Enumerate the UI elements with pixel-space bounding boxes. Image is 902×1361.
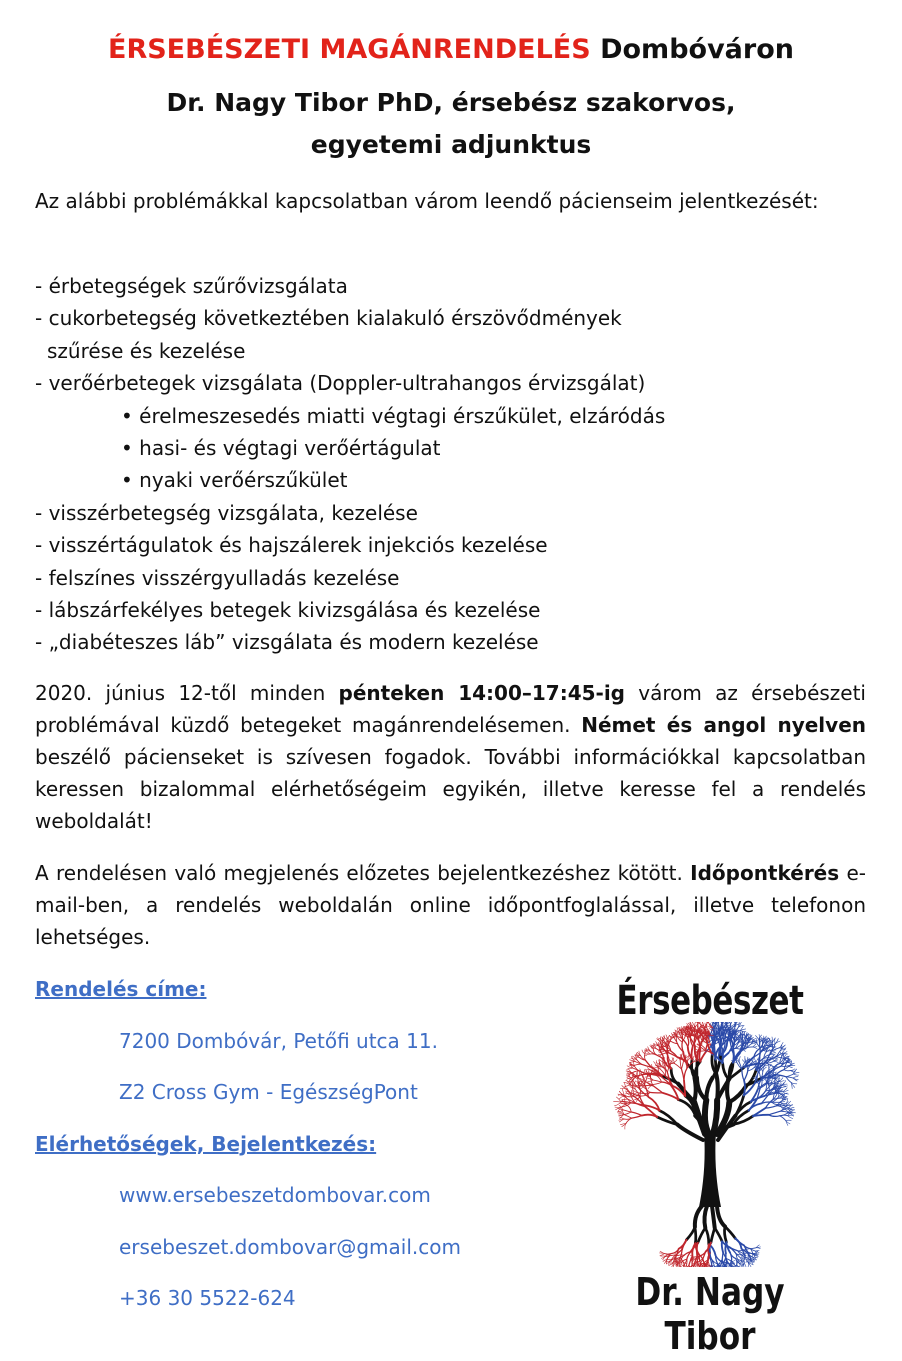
intro-paragraph: Az alábbi problémákkal kapcsolatban várom leendő pácienseim jelentkezését:	[35, 189, 819, 213]
list-item-continuation: szűrése és kezelése	[47, 338, 246, 363]
appointment-text: A rendelésen való megjelenés előzetes bejelentkezéshez kötött.	[35, 861, 691, 885]
appointment-text: e-mail-ben, a rendelés weboldalán online időpontfoglalással, illetve telefonon lehetséges.	[35, 861, 866, 949]
bullet-item: • hasi- és végtagi verőértágulat	[121, 436, 441, 461]
schedule-text: 2020. június 12-től minden	[35, 681, 339, 705]
schedule-text: beszélő pácienseket is szívesen fogadok. További információkkal kapcsolatban keressen bizalommal elérhetőségeim egyikén, illetve keresse fel a rendelés weboldalát!	[35, 745, 866, 833]
address-line: 7200 Dombóvár, Petőfi utca 11.	[119, 1028, 438, 1053]
website-link[interactable]: www.ersebeszetdombovar.com	[119, 1183, 431, 1207]
position-line: egyetemi adjunktus	[310, 130, 592, 159]
address-heading: Rendelés címe:	[35, 977, 207, 1001]
vascular-tree-icon	[605, 1022, 815, 1267]
phone-link[interactable]: +36 30 5522-624	[119, 1286, 296, 1310]
venue-line: Z2 Cross Gym - EgészségPont	[119, 1080, 418, 1104]
title-practice: ÉRSEBÉSZETI MAGÁNRENDELÉS	[108, 34, 591, 65]
languages-text: Német és angol nyelven	[581, 713, 867, 737]
bullet-item: • nyaki verőérszűkület	[121, 468, 348, 493]
appointment-paragraph	[35, 857, 866, 953]
schedule-paragraph	[35, 677, 866, 837]
service-list	[35, 270, 875, 659]
bullet-item: • érelmeszesedés miatti végtagi érszűkület, elzáródás	[121, 403, 666, 428]
title-location: Dombóváron	[600, 34, 794, 65]
practice-logo	[560, 972, 860, 1358]
logo-name: Dr. Nagy Tibor	[635, 1270, 785, 1358]
list-item: - „diabéteszes láb” vizsgálata és modern kezelése	[35, 630, 539, 655]
list-item: - cukorbetegség következtében kialakuló érszövődmények	[35, 306, 622, 331]
schedule-text: várom az érsebészeti problémával küzdő betegeket magánrendelésemen.	[35, 681, 866, 737]
list-item: - visszérbetegség vizsgálata, kezelése	[35, 500, 418, 525]
list-item: - visszértágulatok és hajszálerek injekciós kezelése	[35, 533, 548, 558]
list-item: - érbetegségek szűrővizsgálata	[35, 274, 348, 298]
list-item: - lábszárfekélyes betegek kivizsgálása és kezelése	[35, 598, 541, 623]
list-item: - felszínes visszérgyulladás kezelése	[35, 565, 400, 590]
appointment-request: Időpontkérés	[690, 861, 840, 885]
page-title	[0, 30, 902, 70]
email-link[interactable]: ersebeszet.dombovar@gmail.com	[119, 1234, 461, 1259]
contact-section	[35, 973, 595, 1334]
list-item: - verőérbetegek vizsgálata (Doppler-ultrahangos érvizsgálat)	[35, 371, 646, 396]
logo-title: Érsebészet	[616, 978, 804, 1024]
schedule-time: pénteken 14:00–17:45-ig	[338, 681, 625, 705]
contacts-heading: Elérhetőségek, Bejelentkezés:	[35, 1131, 377, 1156]
doctor-line: Dr. Nagy Tibor PhD, érsebész szakorvos,	[166, 88, 736, 117]
